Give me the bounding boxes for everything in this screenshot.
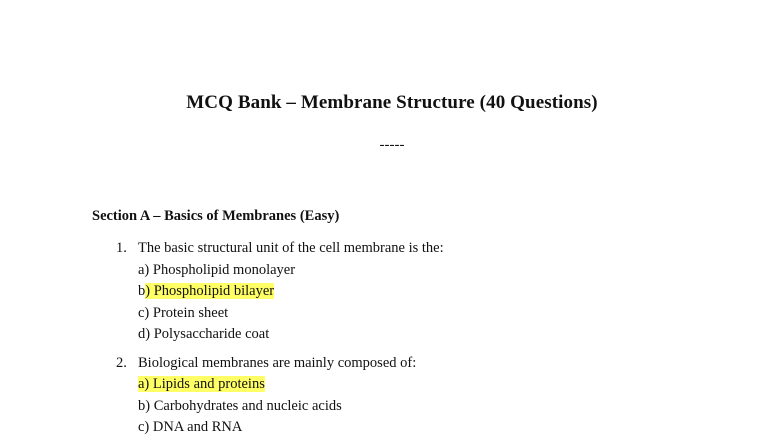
section-heading: Section A – Basics of Membranes (Easy) [92, 208, 340, 224]
question-list [116, 238, 756, 441]
option-c [138, 303, 756, 325]
option-text: Polysaccharide coat [153, 326, 270, 342]
option-prefix: c) [138, 419, 153, 435]
option-list [138, 260, 756, 346]
highlighted-answer: ) Phospholipid bilayer [145, 283, 275, 299]
question-2 [116, 353, 756, 439]
question-1 [116, 238, 756, 346]
option-b-correct [138, 281, 756, 303]
option-b [138, 396, 756, 418]
option-list [138, 374, 756, 439]
option-text: DNA and RNA [152, 419, 243, 435]
option-d [138, 324, 756, 346]
question-stem: The basic structural unit of the cell membrane is the: [138, 240, 444, 256]
option-prefix: b [138, 283, 146, 299]
option-prefix: b) [138, 397, 154, 414]
highlighted-answer: a) Lipids and proteins [138, 376, 265, 392]
option-prefix: d) [138, 326, 154, 342]
question-number: 2. [116, 354, 127, 371]
option-c [138, 417, 756, 439]
option-text: Phospholipid monolayer [152, 261, 296, 278]
document-title: MCQ Bank – Membrane Structure (40 Questions) [186, 92, 598, 113]
option-a [138, 260, 756, 282]
option-text: Carbohydrates and nucleic acids [153, 397, 342, 414]
option-a-correct [138, 374, 756, 396]
option-text: Protein sheet [152, 304, 229, 321]
option-prefix: c) [138, 304, 153, 321]
title-separator: ----- [379, 137, 405, 153]
option-prefix: a) [138, 261, 153, 278]
question-stem: Biological membranes are mainly composed of: [138, 354, 417, 371]
question-number: 1. [116, 240, 127, 256]
